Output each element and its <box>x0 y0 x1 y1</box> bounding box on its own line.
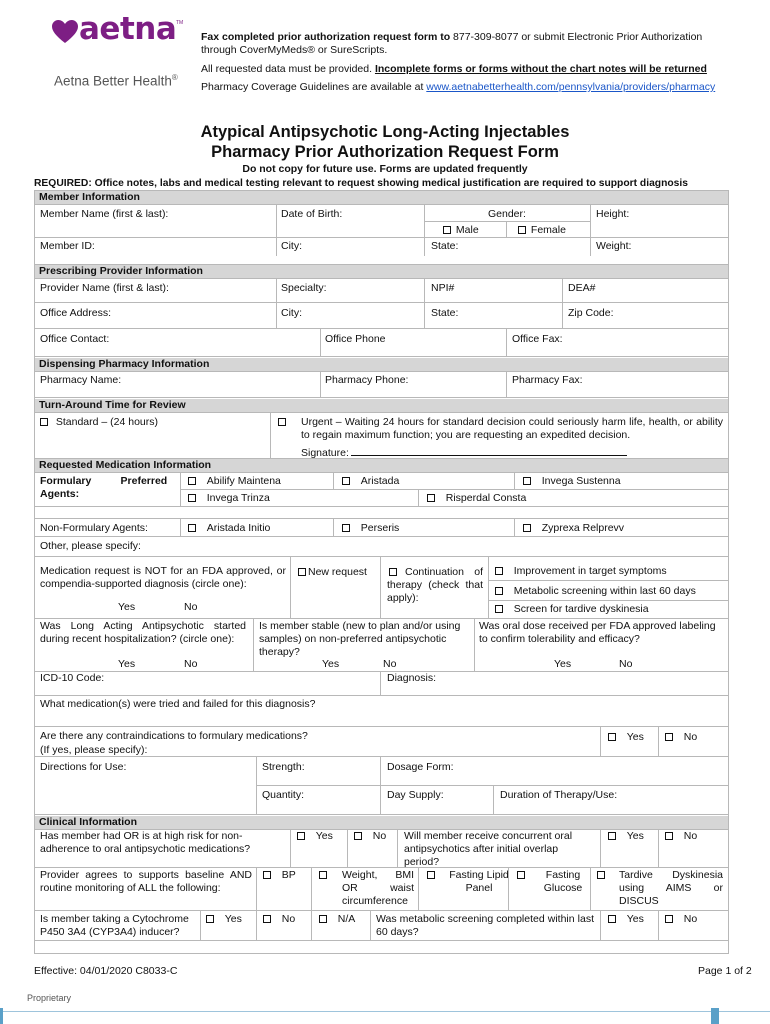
form-title-1: Atypical Antipsychotic Long-Acting Injectables <box>200 123 570 141</box>
baseline-question: Provider agrees to supports baseline AND routine monitoring of ALL the following: <box>40 869 252 894</box>
effective-date: Effective: 04/01/2020 C8033-C <box>34 965 178 977</box>
cyp3a4-question: Is member taking a Cytochrome P450 3A4 (CYP3A4) inducer? <box>40 913 189 938</box>
fasting-glucose-label: Fasting Glucose <box>543 869 583 894</box>
fda-question: Medication request is NOT for an FDA approved, or compendia-supported diagnosis (circle one): <box>40 565 286 590</box>
aetna-logo <box>52 10 192 50</box>
abilify-checkbox[interactable] <box>188 477 196 485</box>
concurrent-question: Will member receive concurrent oral antipsychotics after initial overlap period? <box>404 830 573 868</box>
cyp-yes-option[interactable] <box>206 913 242 926</box>
concurrent-yes-option[interactable] <box>608 830 644 843</box>
contraindications-specify: (If yes, please specify): <box>40 744 148 756</box>
or-yes-option[interactable] <box>297 830 333 843</box>
tardive-checkbox[interactable] <box>597 871 605 879</box>
medication-section-header: Requested Medication Information <box>35 459 728 472</box>
member-name-field[interactable]: Member Name (first & last): <box>40 208 169 220</box>
cyp-no-option[interactable] <box>263 913 295 926</box>
or-yes-checkbox[interactable] <box>297 832 305 840</box>
standard-option[interactable] <box>40 416 158 429</box>
perseris-checkbox[interactable] <box>342 524 350 532</box>
zip-field[interactable]: Zip Code: <box>568 307 614 319</box>
hosp-yes[interactable]: Yes <box>118 658 136 670</box>
invega-trinza-label: Invega Trinza <box>206 492 270 504</box>
risperdal-option[interactable] <box>427 492 526 505</box>
member-state-field[interactable]: State: <box>431 240 459 252</box>
weight-bmi-checkbox[interactable] <box>319 871 327 879</box>
provider-section-header: Prescribing Provider Information <box>35 265 728 278</box>
concurrent-yes-label: Yes <box>626 830 644 842</box>
required-bold: Incomplete forms or forms without the chart notes will be returned <box>374 63 707 75</box>
height-field[interactable]: Height: <box>596 208 630 220</box>
bp-checkbox[interactable] <box>263 871 271 879</box>
improvement-checkbox[interactable] <box>495 567 503 575</box>
fda-yes[interactable]: Yes <box>118 601 136 613</box>
hospitalization-question: Was Long Acting Antipsychotic started during recent hospitalization? (circle one): <box>40 620 246 645</box>
contraindications-question: Are there any contraindications to formulary medications? <box>40 730 308 742</box>
provider-state-field[interactable]: State: <box>431 307 459 319</box>
female-label: Female <box>530 224 566 236</box>
formulary-text: Formulary Preferred <box>40 475 168 487</box>
office-phone-field[interactable]: Office Phone <box>325 333 386 345</box>
concurrent-no-label: No <box>683 830 698 842</box>
invega-sustenna-label: Invega Sustenna <box>541 475 621 487</box>
tardive-screen-label: Screen for tardive dyskinesia <box>513 603 649 615</box>
metabolic-label: Metabolic screening within last 60 days <box>513 585 696 597</box>
dosage-form-field[interactable]: Dosage Form: <box>387 761 454 773</box>
required-statement: REQUIRED: Office notes, labs and medical testing relevant to request showing medical justification are required to support diagnosis <box>34 178 688 189</box>
zyprexa-label: Zyprexa Relprevv <box>541 522 625 534</box>
contra-yes-checkbox[interactable] <box>608 733 616 741</box>
metab-yes-checkbox[interactable] <box>608 915 616 923</box>
invega-sustenna-checkbox[interactable] <box>523 477 531 485</box>
guidelines <box>201 81 715 94</box>
new-request-checkbox[interactable] <box>298 568 306 576</box>
pharmacy-section-header: Dispensing Pharmacy Information <box>35 358 728 371</box>
tardive-screen-checkbox[interactable] <box>495 605 503 613</box>
fax-rest: 877-309-8077 or submit Electronic Prior Authorization <box>453 31 703 43</box>
fax-line2: through CoverMyMeds® or SureScripts. <box>201 44 388 56</box>
duration-field[interactable]: Duration of Therapy/Use: <box>500 789 618 801</box>
cyp-no-label: No <box>281 913 296 925</box>
diagnosis-field[interactable]: Diagnosis: <box>387 672 437 684</box>
signature-line <box>351 447 627 456</box>
abilify-label: Abilify Maintena <box>206 475 281 487</box>
fax-instructions <box>201 31 702 44</box>
office-contact-field[interactable]: Office Contact: <box>40 333 110 345</box>
form-title-2: Pharmacy Prior Authorization Request Form <box>211 143 559 161</box>
signature-label: Signature: <box>301 447 349 459</box>
male-label: Male <box>455 224 479 236</box>
metab-yes-label: Yes <box>626 913 644 925</box>
guidelines-pre: Pharmacy Coverage Guidelines are available at <box>201 81 424 93</box>
improvement-label: Improvement in target symptoms <box>513 565 667 577</box>
risperdal-checkbox[interactable] <box>427 494 435 502</box>
member-city-field[interactable]: City: <box>281 240 302 252</box>
required-pre: All requested data must be provided. <box>201 63 373 75</box>
aristada-initio-label: Aristada Initio <box>206 522 271 534</box>
contra-no-checkbox[interactable] <box>665 733 673 741</box>
concurrent-no-checkbox[interactable] <box>665 832 673 840</box>
agents-label: Agents: <box>40 488 80 500</box>
copy-note: Do not copy for future use. Forms are updated frequently <box>242 163 528 175</box>
new-request-label: New request <box>308 566 367 578</box>
cyp-na-label: N/A <box>337 913 356 925</box>
hosp-no[interactable]: No <box>184 658 198 670</box>
provider-city-field[interactable]: City: <box>281 307 302 319</box>
stable-question: Is member stable (new to plan and/or using samples) on non-preferred antipsychotic therapy? <box>259 620 461 658</box>
member-section-header: Member Information <box>35 191 728 204</box>
proprietary-label: Proprietary <box>27 993 72 1003</box>
metabolic-option[interactable] <box>495 585 696 598</box>
concurrent-yes-checkbox[interactable] <box>608 832 616 840</box>
guidelines-link[interactable]: www.aetnabetterhealth.com/pennsylvania/providers/pharmacy <box>426 81 716 93</box>
perseris-option[interactable] <box>342 522 399 535</box>
or-yes-label: Yes <box>315 830 333 842</box>
cyp-yes-checkbox[interactable] <box>206 915 214 923</box>
specialty-field[interactable]: Specialty: <box>281 282 327 294</box>
continuation-label: Continuation of therapy (check that apply): <box>387 566 483 604</box>
stable-yes[interactable]: Yes <box>322 658 340 670</box>
provider-name-field[interactable]: Provider Name (first & last): <box>40 282 169 294</box>
metab-no-label: No <box>683 913 698 925</box>
pharmacy-name-field[interactable]: Pharmacy Name: <box>40 374 122 386</box>
day-supply-field[interactable]: Day Supply: <box>387 789 444 801</box>
dob-field[interactable]: Date of Birth: <box>281 208 343 220</box>
bp-option[interactable] <box>263 869 296 882</box>
heart-icon <box>52 20 78 44</box>
invega-sustenna-option[interactable] <box>523 475 621 488</box>
metabolic-screening-question: Was metabolic screening completed within last 60 days? <box>376 913 594 938</box>
subbrand <box>54 71 178 88</box>
cyp-na-checkbox[interactable] <box>319 915 327 923</box>
contra-yes-option[interactable] <box>608 731 644 744</box>
male-option[interactable] <box>443 224 479 237</box>
other-specify-field[interactable]: Other, please specify: <box>40 540 141 552</box>
or-no-checkbox[interactable] <box>354 832 362 840</box>
aristada-initio-checkbox[interactable] <box>188 524 196 532</box>
invega-trinza-checkbox[interactable] <box>188 494 196 502</box>
female-checkbox[interactable] <box>518 226 526 234</box>
female-option[interactable] <box>518 224 566 237</box>
pharmacy-phone-field[interactable]: Pharmacy Phone: <box>325 374 409 386</box>
oral-no[interactable]: No <box>619 658 633 670</box>
pharmacy-fax-field[interactable]: Pharmacy Fax: <box>512 374 583 386</box>
fasting-lipid-checkbox[interactable] <box>427 871 435 879</box>
npi-field[interactable]: NPI# <box>431 282 455 294</box>
aristada-option[interactable] <box>342 475 399 488</box>
office-fax-field[interactable]: Office Fax: <box>512 333 563 345</box>
metab-no-option[interactable] <box>665 913 697 926</box>
subbrand-reg: ® <box>171 73 178 82</box>
metabolic-checkbox[interactable] <box>495 587 503 595</box>
metab-yes-option[interactable] <box>608 913 644 926</box>
footer-accent-right <box>711 1008 719 1024</box>
cyp-yes-label: Yes <box>224 913 242 925</box>
tried-failed-field[interactable]: What medication(s) were tried and failed for this diagnosis? <box>40 698 316 710</box>
abilify-option[interactable] <box>188 475 281 488</box>
urgent-label: Urgent – Waiting 24 hours for standard decision could seriously harm life, health, or ability to regain maximum function; you are requesting an expedited decision. <box>301 416 723 441</box>
zyprexa-checkbox[interactable] <box>523 524 531 532</box>
fda-no[interactable]: No <box>184 601 198 613</box>
stable-no[interactable]: No <box>383 658 397 670</box>
new-request-option[interactable] <box>298 566 367 579</box>
or-no-option[interactable] <box>354 830 386 843</box>
contra-yes-label: Yes <box>626 731 644 743</box>
contra-no-option[interactable] <box>665 731 697 744</box>
required-notice <box>201 63 707 76</box>
fasting-lipid-label: Fasting Lipid Panel <box>449 869 509 894</box>
tardive-label: Tardive Dyskinesia using AIMS or DISCUS <box>619 869 723 907</box>
invega-trinza-option[interactable] <box>188 492 270 505</box>
quantity-field[interactable]: Quantity: <box>262 789 305 801</box>
formulary-label <box>40 475 167 488</box>
member-id-field[interactable]: Member ID: <box>40 240 95 252</box>
aristada-initio-option[interactable] <box>188 522 270 535</box>
footer-rule <box>0 1011 770 1012</box>
fax-bold: Fax completed prior authorization request form to <box>201 31 451 43</box>
directions-field[interactable]: Directions for Use: <box>40 761 127 773</box>
dea-field[interactable]: DEA# <box>568 282 596 294</box>
clinical-section-header: Clinical Information <box>35 816 728 829</box>
zyprexa-option[interactable] <box>523 522 624 535</box>
bp-label: BP <box>281 869 296 881</box>
subbrand-text: Aetna Better Health <box>54 73 172 89</box>
fasting-glucose-checkbox[interactable] <box>517 871 525 879</box>
standard-label: Standard – (24 hours) <box>55 416 158 428</box>
office-address-field[interactable]: Office Address: <box>40 307 112 319</box>
turnaround-section-header: Turn-Around Time for Review <box>35 399 728 412</box>
aristada-label: Aristada <box>360 475 400 487</box>
page-number: Page 1 of 2 <box>698 965 752 977</box>
metab-no-checkbox[interactable] <box>665 915 673 923</box>
oral-yes[interactable]: Yes <box>554 658 572 670</box>
perseris-label: Perseris <box>360 522 400 534</box>
nonadherence-question: Has member had OR is at high risk for non-adherence to oral antipsychotic medications? <box>40 830 251 855</box>
nonformulary-label: Non-Formulary Agents: <box>40 522 148 534</box>
risperdal-label: Risperdal Consta <box>445 492 527 504</box>
cyp-na-option[interactable] <box>319 913 355 926</box>
icd10-field[interactable]: ICD-10 Code: <box>40 672 105 684</box>
oral-dose-question: Was oral dose received per FDA approved labeling to confirm tolerability and efficacy? <box>479 620 716 645</box>
urgent-checkbox[interactable] <box>278 418 286 426</box>
concurrent-no-option[interactable] <box>665 830 697 843</box>
footer-accent-left <box>0 1008 3 1024</box>
male-checkbox[interactable] <box>443 226 451 234</box>
cyp-no-checkbox[interactable] <box>263 915 271 923</box>
weight-field[interactable]: Weight: <box>596 240 632 252</box>
improvement-option[interactable] <box>495 565 667 578</box>
tardive-screen-option[interactable] <box>495 603 649 616</box>
weight-bmi-label: Weight, BMI OR waist circumference <box>342 869 414 907</box>
gender-label: Gender: <box>488 208 526 220</box>
aristada-checkbox[interactable] <box>342 477 350 485</box>
or-no-label: No <box>372 830 387 842</box>
contra-no-label: No <box>683 731 698 743</box>
brand-tm: TM <box>176 20 184 26</box>
standard-checkbox[interactable] <box>40 418 48 426</box>
strength-field[interactable]: Strength: <box>262 761 305 773</box>
brand-wordmark: aetna <box>79 11 177 47</box>
